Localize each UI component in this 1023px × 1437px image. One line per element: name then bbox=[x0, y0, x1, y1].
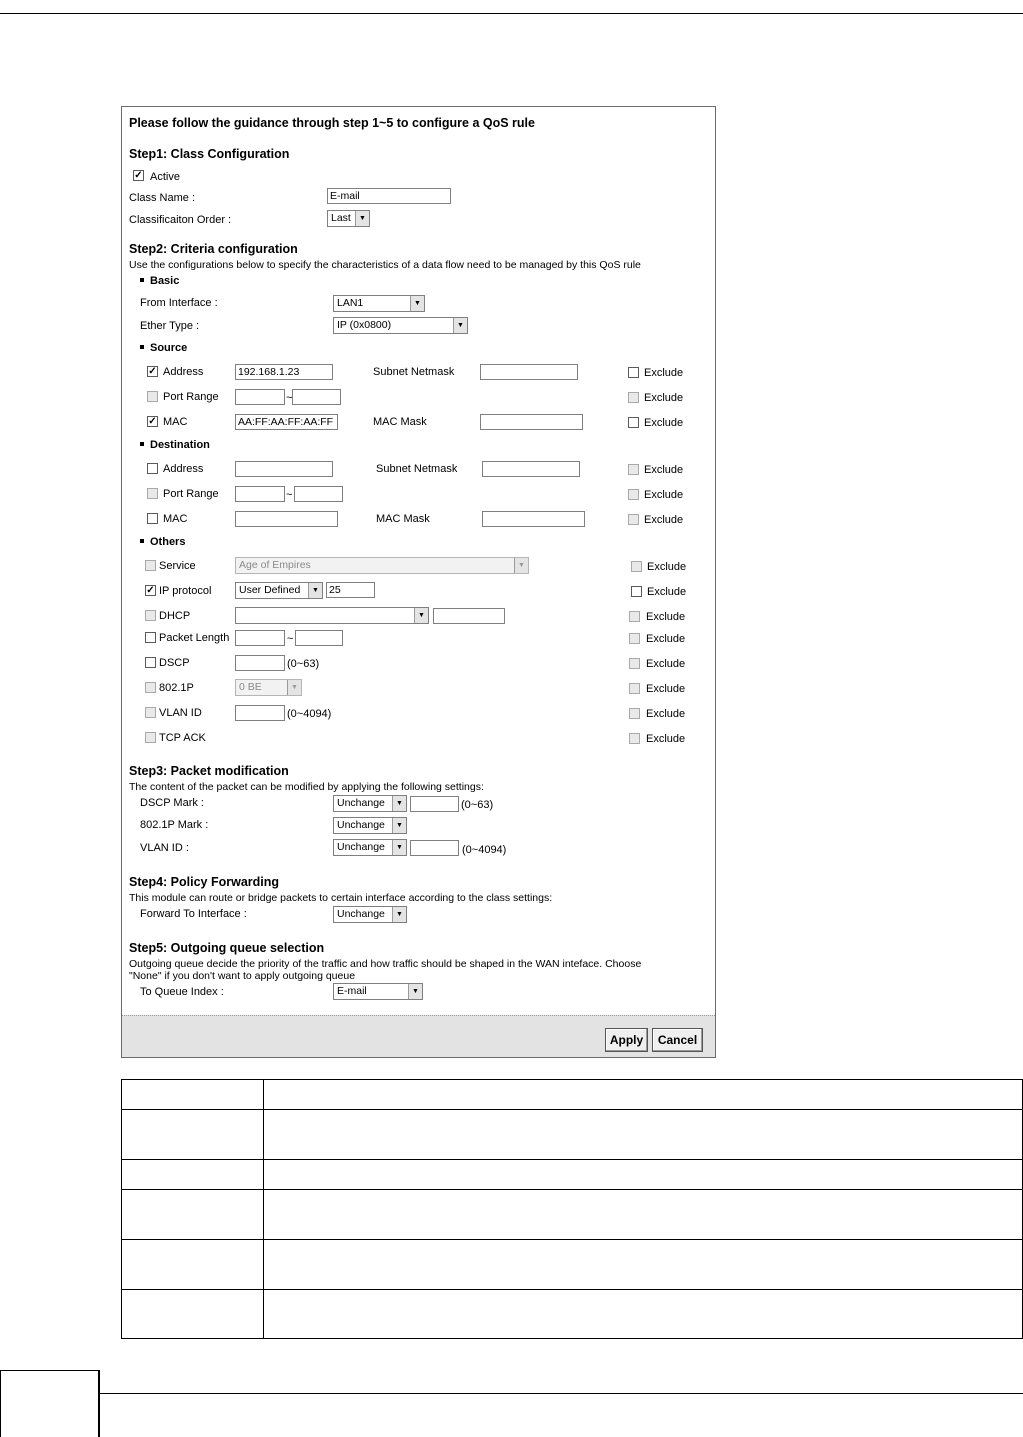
page-number-box bbox=[0, 1370, 100, 1437]
basic-heading: Basic bbox=[140, 275, 179, 287]
table-cell bbox=[264, 1110, 1023, 1160]
table-cell bbox=[122, 1160, 264, 1190]
dhcp-value-input[interactable] bbox=[433, 608, 505, 624]
tcp-ack-label: TCP ACK bbox=[159, 732, 206, 744]
vlan-input[interactable] bbox=[235, 705, 285, 721]
chevron-down-icon: ▼ bbox=[410, 296, 424, 311]
table-cell bbox=[264, 1160, 1023, 1190]
step1-title: Step1: Class Configuration bbox=[129, 147, 290, 161]
dscp-range: (0~63) bbox=[287, 658, 320, 670]
dest-address-exclude-checkbox[interactable] bbox=[628, 464, 639, 475]
guidance-title: Please follow the guidance through step 1~5 to configure a QoS rule bbox=[129, 116, 535, 130]
service-exclude-checkbox[interactable] bbox=[631, 561, 642, 572]
qos-rule-panel bbox=[121, 106, 716, 1058]
dscp-label: DSCP bbox=[159, 657, 190, 669]
step4-title: Step4: Policy Forwarding bbox=[129, 875, 280, 889]
ether-type-label: Ether Type : bbox=[140, 320, 200, 332]
dscp-checkbox[interactable] bbox=[145, 657, 156, 668]
tcp-ack-exclude-checkbox[interactable] bbox=[629, 733, 640, 744]
source-heading: Source bbox=[140, 342, 187, 354]
tcp-ack-checkbox[interactable] bbox=[145, 732, 156, 743]
dest-port-start-input[interactable] bbox=[235, 486, 285, 502]
vlan-exclude-checkbox[interactable] bbox=[629, 708, 640, 719]
exclude-label: Exclude bbox=[646, 733, 686, 745]
packet-length-label: Packet Length bbox=[159, 632, 230, 644]
table-row bbox=[122, 1290, 1023, 1339]
cancel-button[interactable]: Cancel bbox=[652, 1028, 703, 1052]
dhcp-checkbox[interactable] bbox=[145, 610, 156, 621]
dscp-mark-label: DSCP Mark : bbox=[140, 797, 204, 809]
ip-protocol-select[interactable]: User Defined ▼ bbox=[235, 582, 323, 599]
ip-protocol-exclude-checkbox[interactable] bbox=[631, 586, 642, 597]
dot1p-exclude-checkbox[interactable] bbox=[629, 683, 640, 694]
dest-mac-input[interactable] bbox=[235, 511, 338, 527]
ip-protocol-checkbox[interactable] bbox=[145, 585, 156, 596]
step2-title: Step2: Criteria configuration bbox=[129, 242, 298, 256]
table-row bbox=[122, 1190, 1023, 1240]
dot1p-mark-select[interactable]: Unchange ▼ bbox=[333, 817, 407, 834]
table-cell bbox=[122, 1240, 264, 1290]
vlan-mark-label: VLAN ID : bbox=[140, 842, 189, 854]
button-bar bbox=[122, 1015, 715, 1057]
dest-port-checkbox[interactable] bbox=[147, 488, 158, 499]
dest-mac-mask-label: MAC Mask bbox=[376, 513, 430, 525]
dest-mac-mask-input[interactable] bbox=[482, 511, 585, 527]
packet-length-min-input[interactable] bbox=[235, 630, 285, 646]
exclude-label: Exclude bbox=[644, 514, 684, 526]
dot1p-mark-label: 802.1P Mark : bbox=[140, 819, 209, 831]
others-heading: Others bbox=[140, 536, 185, 548]
service-label: Service bbox=[159, 560, 196, 572]
chevron-down-icon: ▼ bbox=[453, 318, 467, 333]
footer-rule bbox=[100, 1393, 1023, 1394]
chevron-down-icon: ▼ bbox=[392, 907, 406, 922]
step4-description: This module can route or bridge packets to certain interface according to the class settings: bbox=[129, 892, 553, 904]
description-table bbox=[121, 1079, 1023, 1339]
table-cell bbox=[122, 1290, 264, 1339]
dscp-input[interactable] bbox=[235, 655, 285, 671]
active-label: Active bbox=[150, 171, 180, 183]
dscp-exclude-checkbox[interactable] bbox=[629, 658, 640, 669]
tilde: ~ bbox=[286, 489, 293, 501]
source-port-checkbox[interactable] bbox=[147, 391, 158, 402]
ip-protocol-label: IP protocol bbox=[159, 585, 212, 597]
source-address-input[interactable]: 192.168.1.23 bbox=[235, 364, 333, 380]
table-row bbox=[122, 1240, 1023, 1290]
vlan-mark-range: (0~4094) bbox=[462, 844, 507, 856]
source-subnet-input[interactable] bbox=[480, 364, 578, 380]
dscp-mark-range: (0~63) bbox=[461, 799, 494, 811]
dest-mac-label: MAC bbox=[163, 513, 188, 525]
dot1p-checkbox[interactable] bbox=[145, 682, 156, 693]
step5-description-line2: "None" if you don't want to apply outgoing queue bbox=[129, 970, 356, 982]
service-checkbox[interactable] bbox=[145, 560, 156, 571]
from-interface-select[interactable]: LAN1 ▼ bbox=[333, 295, 425, 312]
queue-index-select[interactable]: E-mail ▼ bbox=[333, 983, 423, 1000]
vlan-mark-input[interactable] bbox=[410, 840, 459, 856]
dhcp-label: DHCP bbox=[159, 610, 191, 622]
dhcp-select[interactable] bbox=[235, 607, 429, 624]
packet-length-max-input[interactable] bbox=[295, 630, 343, 646]
chevron-down-icon: ▼ bbox=[408, 984, 422, 999]
source-mac-mask-label: MAC Mask bbox=[373, 416, 427, 428]
forward-interface-label: Forward To Interface : bbox=[140, 908, 247, 920]
vlan-mark-select[interactable]: Unchange ▼ bbox=[333, 839, 407, 856]
source-address-label: Address bbox=[163, 366, 204, 378]
vlan-label: VLAN ID bbox=[159, 707, 202, 719]
exclude-label: Exclude bbox=[644, 392, 684, 404]
source-mac-mask-input[interactable] bbox=[480, 414, 583, 430]
destination-heading: Destination bbox=[140, 439, 210, 451]
table-cell bbox=[264, 1240, 1023, 1290]
source-address-checkbox[interactable] bbox=[147, 366, 158, 377]
dot1p-select[interactable]: 0 BE ▼ bbox=[235, 679, 302, 696]
queue-index-label: To Queue Index : bbox=[140, 986, 224, 998]
ip-protocol-number-input[interactable]: 25 bbox=[326, 582, 375, 598]
packet-length-exclude-checkbox[interactable] bbox=[629, 633, 640, 644]
source-mac-checkbox[interactable] bbox=[147, 416, 158, 427]
step5-title: Step5: Outgoing queue selection bbox=[129, 941, 325, 955]
source-mac-input[interactable]: AA:FF:AA:FF:AA:FF bbox=[235, 414, 338, 430]
tilde: ~ bbox=[286, 392, 293, 404]
table-cell bbox=[122, 1080, 264, 1110]
chevron-down-icon: ▼ bbox=[287, 680, 301, 695]
chevron-down-icon: ▼ bbox=[514, 558, 528, 573]
exclude-label: Exclude bbox=[644, 489, 684, 501]
step2-description: Use the configurations below to specify the characteristics of a data flow need to be managed by this QoS rule bbox=[129, 259, 641, 271]
source-port-label: Port Range bbox=[163, 391, 219, 403]
table-cell bbox=[264, 1080, 1023, 1110]
table-row bbox=[122, 1110, 1023, 1160]
dest-address-input[interactable] bbox=[235, 461, 333, 477]
forward-interface-select[interactable]: Unchange ▼ bbox=[333, 906, 407, 923]
dest-subnet-label: Subnet Netmask bbox=[376, 463, 458, 475]
packet-length-checkbox[interactable] bbox=[145, 632, 156, 643]
class-name-label: Class Name : bbox=[129, 192, 196, 204]
order-label: Classificaiton Order : bbox=[129, 214, 232, 226]
chevron-down-icon: ▼ bbox=[392, 818, 406, 833]
header-rule bbox=[0, 13, 1023, 14]
exclude-label: Exclude bbox=[644, 417, 684, 429]
table-cell bbox=[122, 1190, 264, 1240]
service-select[interactable]: Age of Empires ▼ bbox=[235, 557, 529, 574]
exclude-label: Exclude bbox=[647, 561, 687, 573]
source-mac-exclude-checkbox[interactable] bbox=[628, 417, 639, 428]
vlan-checkbox[interactable] bbox=[145, 707, 156, 718]
table-row bbox=[122, 1080, 1023, 1110]
exclude-label: Exclude bbox=[646, 658, 686, 670]
class-name-input[interactable]: E-mail bbox=[327, 188, 451, 204]
dscp-mark-select[interactable]: Unchange ▼ bbox=[333, 795, 407, 812]
dest-mac-exclude-checkbox[interactable] bbox=[628, 514, 639, 525]
source-port-exclude-checkbox[interactable] bbox=[628, 392, 639, 403]
exclude-label: Exclude bbox=[646, 683, 686, 695]
chevron-down-icon: ▼ bbox=[308, 583, 322, 598]
dest-address-checkbox[interactable] bbox=[147, 463, 158, 474]
exclude-label: Exclude bbox=[646, 708, 686, 720]
dest-address-label: Address bbox=[163, 463, 204, 475]
table-cell bbox=[122, 1110, 264, 1160]
dest-port-exclude-checkbox[interactable] bbox=[628, 489, 639, 500]
source-subnet-label: Subnet Netmask bbox=[373, 366, 455, 378]
chevron-down-icon: ▼ bbox=[392, 796, 406, 811]
ether-type-select[interactable]: IP (0x0800) ▼ bbox=[333, 317, 468, 334]
active-checkbox[interactable] bbox=[133, 170, 144, 181]
table-cell bbox=[264, 1290, 1023, 1339]
table-cell bbox=[264, 1190, 1023, 1240]
table-row bbox=[122, 1160, 1023, 1190]
step3-description: The content of the packet can be modified by applying the following settings: bbox=[129, 781, 484, 793]
step5-description-line1: Outgoing queue decide the priority of the traffic and how traffic should be shaped in the WAN inteface. Choose bbox=[129, 958, 642, 970]
exclude-label: Exclude bbox=[644, 464, 684, 476]
exclude-label: Exclude bbox=[644, 367, 684, 379]
dest-mac-checkbox[interactable] bbox=[147, 513, 158, 524]
exclude-label: Exclude bbox=[646, 611, 686, 623]
from-interface-label: From Interface : bbox=[140, 297, 218, 309]
vlan-range: (0~4094) bbox=[287, 708, 332, 720]
exclude-label: Exclude bbox=[646, 633, 686, 645]
source-address-exclude-checkbox[interactable] bbox=[628, 367, 639, 378]
order-select[interactable]: Last ▼ bbox=[327, 210, 370, 227]
dest-subnet-input[interactable] bbox=[482, 461, 580, 477]
chevron-down-icon: ▼ bbox=[355, 211, 369, 226]
source-port-start-input[interactable] bbox=[235, 389, 285, 405]
step3-title: Step3: Packet modification bbox=[129, 764, 289, 778]
apply-button[interactable]: Apply bbox=[605, 1028, 648, 1052]
source-port-end-input[interactable] bbox=[292, 389, 341, 405]
dot1p-label: 802.1P bbox=[159, 682, 194, 694]
dest-port-label: Port Range bbox=[163, 488, 219, 500]
chevron-down-icon: ▼ bbox=[414, 608, 428, 623]
tilde: ~ bbox=[287, 633, 294, 645]
exclude-label: Exclude bbox=[647, 586, 687, 598]
dhcp-exclude-checkbox[interactable] bbox=[629, 611, 640, 622]
source-mac-label: MAC bbox=[163, 416, 188, 428]
dscp-mark-input[interactable] bbox=[410, 796, 459, 812]
chevron-down-icon: ▼ bbox=[392, 840, 406, 855]
dest-port-end-input[interactable] bbox=[294, 486, 343, 502]
